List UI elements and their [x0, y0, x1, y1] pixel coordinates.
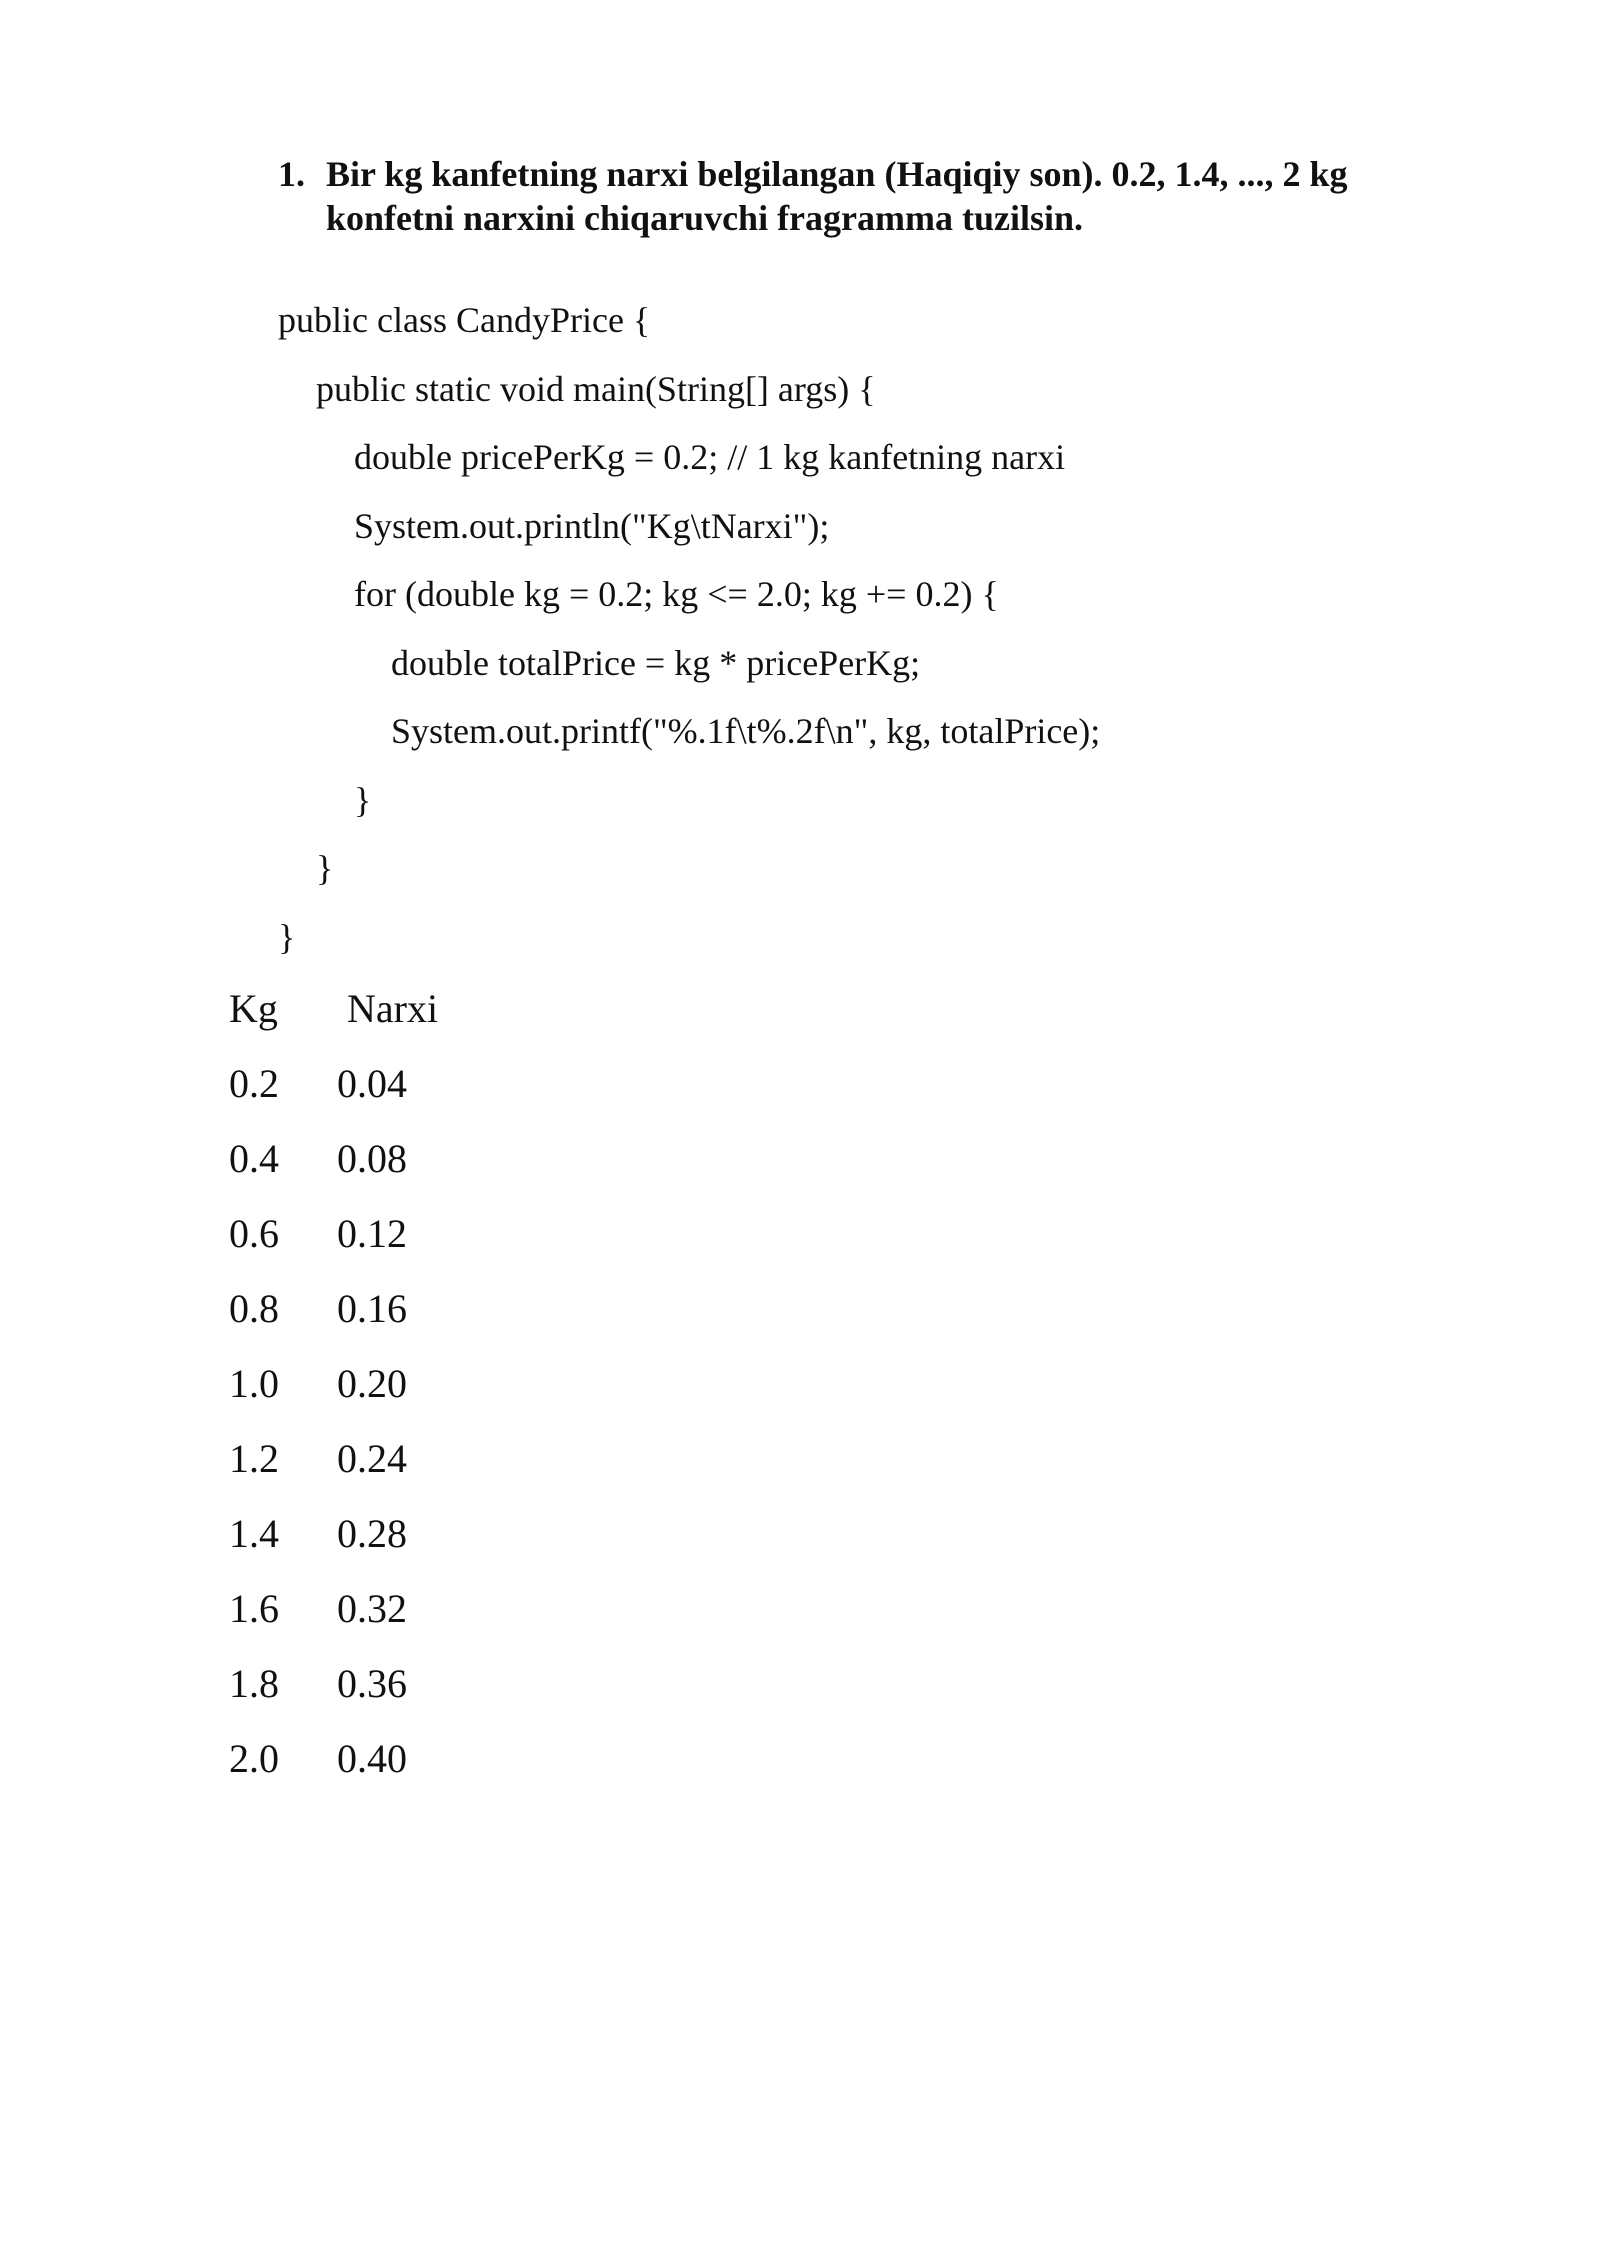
kg-value: 1.0 [229, 1361, 279, 1406]
code-block [278, 298, 1100, 983]
price-value: 0.32 [337, 1586, 407, 1631]
price-value: 0.20 [337, 1361, 407, 1406]
kg-value: 1.2 [229, 1436, 279, 1481]
task-text: Bir kg kanfetning narxi belgilangan (Haqiqiy son). 0.2, 1.4, ..., 2 kg konfetni narxini chiqaruvchi fragramma tuzilsin. [326, 154, 1348, 238]
code-line: double pricePerKg = 0.2; // 1 kg kanfetning narxi [354, 437, 1066, 477]
price-value: 0.40 [337, 1736, 407, 1781]
code-line: double totalPrice = kg * pricePerKg; [391, 642, 921, 683]
task-number: 1. [278, 154, 305, 194]
kg-value: 1.8 [229, 1661, 279, 1706]
task-statement [278, 152, 1428, 240]
price-value: 0.04 [337, 1061, 407, 1106]
price-value: 0.08 [337, 1136, 407, 1181]
kg-value: 1.4 [229, 1511, 279, 1556]
kg-value: 2.0 [229, 1736, 279, 1781]
kg-value: 0.6 [229, 1211, 279, 1256]
kg-header: Kg [229, 986, 278, 1031]
price-value: 0.28 [337, 1511, 407, 1556]
code-line: System.out.println("Kg\tNarxi"); [354, 505, 830, 546]
code-line: } [354, 779, 372, 820]
code-line: System.out.printf("%.1f\t%.2f\n", kg, totalPrice); [391, 711, 1101, 751]
kg-value: 0.2 [229, 1061, 279, 1106]
price-value: 0.12 [337, 1211, 407, 1256]
kg-value: 0.4 [229, 1136, 279, 1181]
price-value: 0.16 [337, 1286, 407, 1331]
price-value: 0.24 [337, 1436, 407, 1481]
code-line: } [316, 848, 334, 888]
code-line: for (double kg = 0.2; kg <= 2.0; kg += 0.2) { [354, 574, 999, 614]
code-line: public class CandyPrice { [278, 300, 651, 340]
code-line: } [278, 916, 296, 957]
price-header: Narxi [347, 986, 439, 1031]
code-line: public static void main(String[] args) { [316, 368, 876, 409]
kg-value: 1.6 [229, 1586, 279, 1631]
kg-value: 0.8 [229, 1286, 279, 1331]
price-value: 0.36 [337, 1661, 407, 1706]
